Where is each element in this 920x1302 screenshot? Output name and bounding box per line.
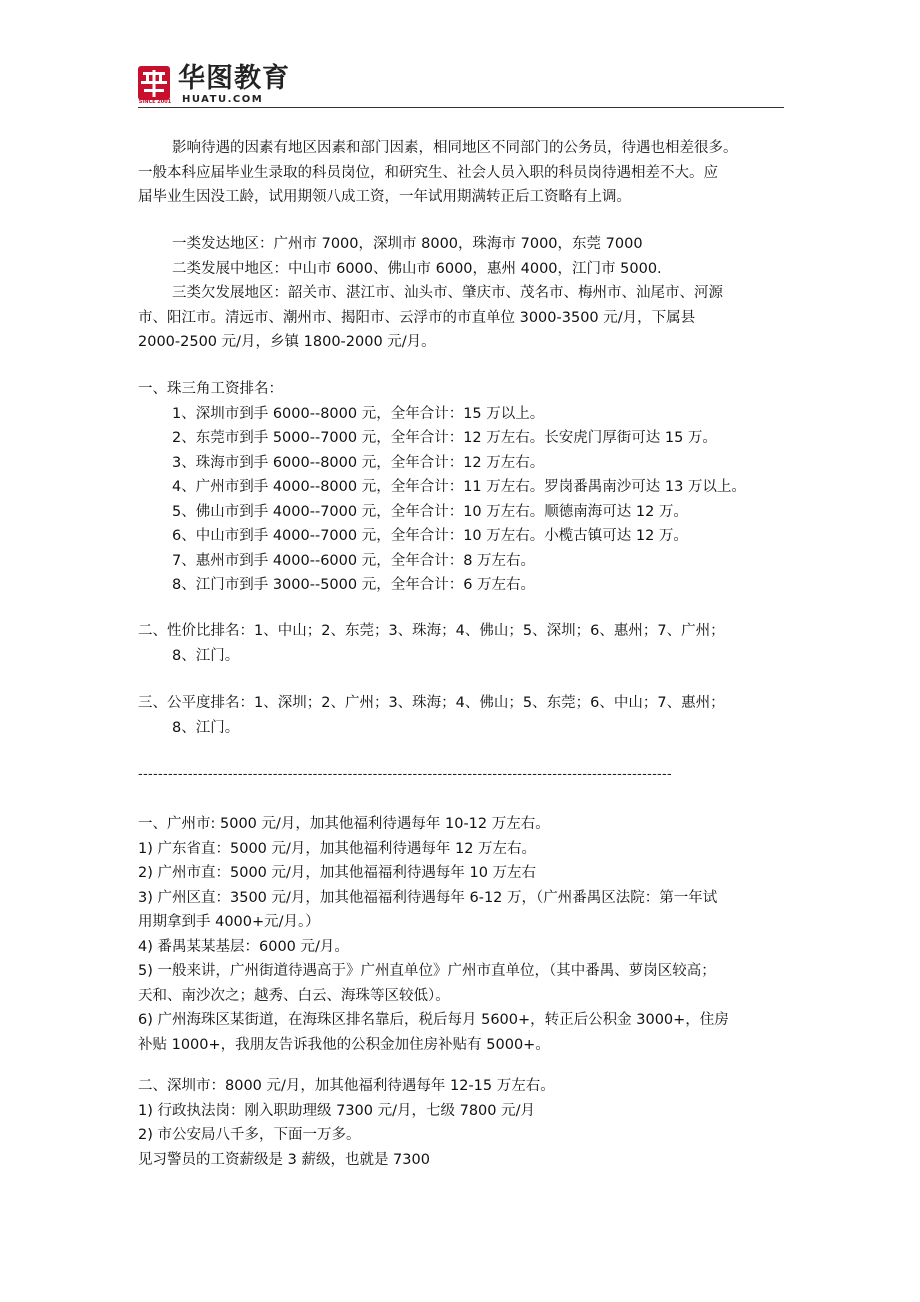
list-item: 6) 广州海珠区某街道，在海珠区排名靠后，税后每月 5600+，转正后公积金 3000+，住房 <box>138 1012 729 1028</box>
region-line: 三类欠发展地区：韶关市、湛江市、汕头市、肇庆市、茂名市、梅州市、汕尾市、河源 <box>172 285 723 301</box>
section-title: 二、深圳市：8000 元/月，加其他福利待遇每年 12-15 万左右。 <box>138 1078 555 1094</box>
fairness-ranking-line: 8、江门。 <box>172 719 240 736</box>
list-item: 4、广州市到手 4000--8000 元，全年合计：11 万左右。罗岗番禺南沙可达 13 万以上。 <box>172 479 746 495</box>
value-ranking-line: 8、江门。 <box>172 647 240 664</box>
list-item: 2) 广州市直：5000 元/月，加其他福福利待遇每年 10 万左右 <box>138 865 537 881</box>
header <box>138 60 784 108</box>
intro-line: 届毕业生因没工龄，试用期领八成工资，一年试用期满转正后工资略有上调。 <box>138 189 631 205</box>
value-ranking-line: 二、性价比排名：1、中山；2、东莞；3、珠海；4、佛山；5、深圳；6、惠州；7、广州； <box>138 623 725 639</box>
section-title: 一、广州市: 5000 元/月，加其他福利待遇每年 10-12 万左右。 <box>138 816 550 832</box>
logo-name: 华图教育 <box>178 63 290 94</box>
list-item: 天和、南沙次之；越秀、白云、海珠等区较低）。 <box>138 987 450 1004</box>
list-item: 3、珠海市到手 6000--8000 元，全年合计：12 万左右。 <box>172 454 545 471</box>
dashed-divider: ----------------------------------------------------------------------------------------------------------- <box>138 767 673 782</box>
list-item: 2) 市公安局八千多，下面一万多。 <box>138 1127 361 1143</box>
region-line: 市、阳江市。清远市、潮州市、揭阳市、云浮市的市直单位 3000-3500 元/月，下属县 <box>138 309 696 326</box>
list-item: 7、惠州市到手 4000--6000 元，全年合计：8 万左右。 <box>172 552 536 569</box>
list-item: 补贴 1000+，我朋友告诉我他的公积金加住房补贴有 5000+。 <box>138 1036 550 1053</box>
logo-domain: HUATU.COM <box>182 94 264 105</box>
huatu-logo-icon <box>138 66 170 100</box>
logo-since: SINCE 2001 <box>138 99 172 105</box>
list-item: 2、东莞市到手 5000--7000 元，全年合计：12 万左右。长安虎门厚街可达 15 万。 <box>172 430 717 446</box>
list-item: 3) 广州区直：3500 元/月，加其他福福利待遇每年 6-12 万，（广州番禺区法院：第一年试 <box>138 889 718 906</box>
list-item: 4) 番禺某某基层：6000 元/月。 <box>138 938 349 955</box>
section-title: 一、珠三角工资排名： <box>138 381 283 397</box>
list-item: 1) 广东省直：5000 元/月，加其他福利待遇每年 12 万左右。 <box>138 840 537 857</box>
fairness-ranking-line: 三、公平度排名：1、深圳；2、广州；3、珠海；4、佛山；5、东莞；6、中山；7、惠州； <box>138 695 725 711</box>
list-item: 1) 行政执法岗：刚入职助理级 7300 元/月，七级 7800 元/月 <box>138 1102 535 1119</box>
region-line: 一类发达地区：广州市 7000，深圳市 8000，珠海市 7000，东莞 7000 <box>172 236 643 252</box>
intro-line: 影响待遇的因素有地区因素和部门因素，相同地区不同部门的公务员，待遇也相差很多。 <box>172 140 738 156</box>
region-line: 2000-2500 元/月，乡镇 1800-2000 元/月。 <box>138 334 436 350</box>
header-divider <box>138 107 784 108</box>
list-item: 用期拿到手 4000+元/月。） <box>138 914 320 930</box>
region-line: 二类发展中地区：中山市 6000、佛山市 6000，惠州 4000，江门市 5000. <box>172 260 662 277</box>
list-item: 8、江门市到手 3000--5000 元，全年合计：6 万左右。 <box>172 577 536 593</box>
list-item: 6、中山市到手 4000--7000 元，全年合计：10 万左右。小榄古镇可达 12 万。 <box>172 528 688 544</box>
list-item: 5) 一般来讲，广州街道待遇高于》广州直单位》广州市直单位，（其中番禺、萝岗区较高； <box>138 963 716 979</box>
list-item: 见习警员的工资薪级是 3 薪级，也就是 7300 <box>138 1151 430 1168</box>
list-item: 1、深圳市到手 6000--8000 元，全年合计：15 万以上。 <box>172 405 545 422</box>
list-item: 5、佛山市到手 4000--7000 元，全年合计：10 万左右。顺德南海可达 12 万。 <box>172 503 688 520</box>
intro-line: 一般本科应届毕业生录取的科员岗位，和研究生、社会人员入职的科员岗待遇相差不大。应 <box>138 164 718 181</box>
